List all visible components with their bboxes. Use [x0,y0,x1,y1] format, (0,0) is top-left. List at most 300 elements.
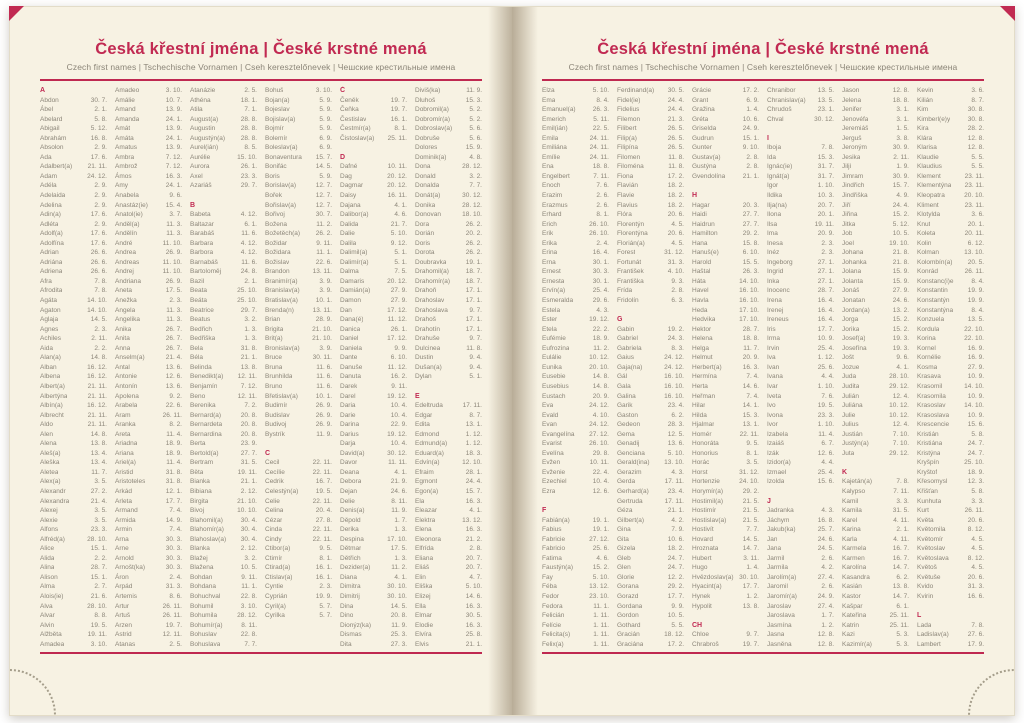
nameday-row [542,172,609,182]
nameday-row [340,96,407,106]
given-name: Jana [767,545,782,553]
nameday-date: 12. 6. [165,373,182,381]
nameday-date: 28. 2. [967,125,984,133]
nameday-row [115,86,182,96]
nameday-row [692,544,759,554]
nameday-date: 19. 7. [390,106,407,114]
nameday-date: 17. 7. [817,325,834,333]
spacer-row [692,611,759,621]
given-name: Jason [842,87,860,94]
nameday-row [617,582,684,592]
nameday-row [265,544,332,554]
given-name: Bojmír [265,125,284,133]
nameday-date: 14. 10. [739,277,759,285]
nameday-row [842,439,909,449]
nameday-date: 17. 6. [90,239,107,247]
nameday-date: 3. 7. [169,211,182,219]
nameday-row [917,181,984,191]
nameday-date: 30. 12. [387,449,407,457]
nameday-row [917,306,984,316]
nameday-date: 12. 1. [165,487,182,495]
nameday-date: 3. 10. [90,640,107,648]
nameday-row [415,497,482,507]
nameday-row [767,315,834,325]
given-name: Johanka [842,258,867,266]
given-name: Ctibor(a) [265,545,291,553]
given-name: Ámos [115,172,132,180]
nameday-date: 27. 9. [892,287,909,295]
nameday-date: 20. 12. [387,182,407,190]
given-name: Emílie [542,153,561,161]
nameday-date: 22. 11. [739,430,759,438]
given-name: Anatol(ie) [115,211,143,219]
nameday-row [415,124,482,134]
section-letter-row [340,153,407,163]
nameday-row [617,134,684,144]
nameday-row [917,353,984,363]
nameday-date: 16. 3. [465,497,482,505]
spacer-row [692,181,759,191]
nameday-date: 23. 4. [667,402,684,410]
given-name: Hjalmar [692,421,715,429]
given-name: Darius [340,430,359,438]
given-name: Konzuela [917,316,945,324]
given-name: Danuše [340,363,363,371]
nameday-row [415,86,482,96]
given-name: Donika [415,201,436,209]
nameday-date: 20. 8. [240,421,257,429]
nameday-date: 6. 2. [896,573,909,581]
nameday-row [542,487,609,497]
given-name: Irenej [767,306,784,314]
nameday-date: 24. 1. [165,115,182,123]
nameday-date: 13. 9. [165,144,182,152]
nameday-row [190,563,257,573]
nameday-row [917,334,984,344]
given-name: Aram [115,411,131,419]
header-rule [40,79,482,81]
nameday-date: 27. 12. [589,535,609,543]
nameday-row [692,516,759,526]
nameday-row [190,392,257,402]
given-name: Jitka [842,220,856,228]
given-name: Alban [40,363,57,371]
nameday-date: 7. 8. [896,478,909,486]
given-name: Bořivoj [265,211,285,219]
nameday-date: 25. 7. [817,526,834,534]
nameday-date: 10. 12. [589,354,609,362]
nameday-date: 23. 4. [667,487,684,495]
nameday-date: 18. 9. [592,335,609,343]
page-title: Česká křestní jména | České krstné mená [95,40,427,58]
given-name: Hana [692,239,708,247]
given-name: Drahoslav [415,297,445,305]
section-letter-row [265,449,332,459]
given-name: Antal [115,363,130,371]
nameday-date: 27. 4. [817,602,834,610]
given-name: Genadij [617,440,640,448]
nameday-date: 1. 11. [593,621,609,629]
spacer-row [917,602,984,612]
given-name: Gustav(a) [692,153,721,161]
nameday-date: 10. 5. [892,230,909,238]
nameday-date: 22. 11. [312,526,332,534]
nameday-row [542,191,609,201]
nameday-date: 13. 1. [742,421,759,429]
nameday-row [265,258,332,268]
nameday-row [265,86,332,96]
given-name: Chrabroš [692,640,719,648]
nameday-row [842,220,909,230]
nameday-row [340,525,407,535]
name-columns [542,86,984,650]
given-name: Areta [115,430,131,438]
nameday-row [40,134,107,144]
nameday-row [842,449,909,459]
nameday-date: 1. 11. [593,631,609,639]
given-name: Hostivít [692,526,714,534]
nameday-date: 16. 3. [465,621,482,629]
given-name: Kryšpín [917,459,940,467]
nameday-date: 5. 10. [592,573,609,581]
nameday-row [340,296,407,306]
given-name: Darina [340,421,360,429]
given-name: Klarisa [917,144,937,152]
given-name: Adolfína [40,239,64,247]
nameday-row [692,115,759,125]
nameday-date: 4. 12. [240,211,257,219]
nameday-row [617,191,684,201]
nameday-row [40,296,107,306]
nameday-date: 9. 5. [746,440,759,448]
given-name: Kurt [917,507,929,515]
nameday-row [542,382,609,392]
given-name: Eusebius [542,382,569,390]
given-name: Ela [415,497,425,505]
nameday-date: 7. 4. [169,507,182,515]
nameday-date: 22. 10. [964,325,984,333]
nameday-row [415,430,482,440]
nameday-date: 29. 12. [889,382,909,390]
nameday-row [917,372,984,382]
nameday-date: 2. 9. [94,201,107,209]
nameday-row [40,353,107,363]
nameday-date: 2. 3. [94,325,107,333]
given-name: Eufémie [542,335,566,343]
nameday-date: 15. 3. [465,96,482,104]
given-name: Dětmar [340,545,362,553]
given-name: Křišťan [917,487,938,495]
nameday-row [40,363,107,373]
nameday-row [265,353,332,363]
given-name: Borislav(a) [265,182,297,190]
nameday-row [40,516,107,526]
given-name: Julius [842,421,859,429]
nameday-date: 16. 4. [817,297,834,305]
nameday-row [340,449,407,459]
given-name: Astrid [115,631,132,639]
nameday-row [692,458,759,468]
nameday-date: 28. 8. [240,134,257,142]
given-name: Kleopatra [917,192,945,200]
nameday-row [415,220,482,230]
nameday-row [842,86,909,96]
nameday-date: 3. 10. [240,602,257,610]
given-name: Bojeslav [265,106,290,114]
nameday-date: 5. 3. [896,640,909,648]
nameday-date: 12. 11. [162,631,182,639]
given-name: Křesomysl [917,478,948,486]
given-name: Adriána [40,258,63,266]
given-name: Krasava [917,373,941,381]
given-name: František [617,268,644,276]
given-name: Felicita(s) [542,631,571,639]
given-name: Celina [265,507,284,515]
nameday-row [842,554,909,564]
nameday-date: 31. 8. [165,478,182,486]
nameday-row [842,602,909,612]
given-name: Brunhilda [265,373,293,381]
given-name: Forest [617,249,636,257]
nameday-row [415,267,482,277]
nameday-date: 3. 1. [896,106,909,114]
nameday-date: 11. 1. [593,602,609,610]
given-name: Béla [190,354,204,362]
nameday-date: 22. 8. [240,631,257,639]
nameday-row [692,172,759,182]
nameday-date: 18. 2. [667,545,684,553]
given-name: Květoslav [917,545,946,553]
given-name: Josef(a) [842,335,866,343]
nameday-date: 2. 3. [821,239,834,247]
given-name: Boleslav(a) [265,144,298,152]
given-name: Estela [542,306,561,314]
nameday-date: 22. 10. [964,335,984,343]
given-name: Kašpar [842,602,863,610]
nameday-row [692,143,759,153]
nameday-row [767,535,834,545]
nameday-date: 18. 7. [465,268,482,276]
nameday-row [917,411,984,421]
nameday-date: 4. 6. [596,554,609,562]
nameday-row [767,220,834,230]
nameday-row [340,315,407,325]
nameday-row [265,325,332,335]
given-name: Jaroslav [767,602,792,610]
nameday-date: 21. 8. [892,258,909,266]
given-name: Iva [767,354,776,362]
nameday-row [842,497,909,507]
nameday-date: 10. 4. [390,440,407,448]
nameday-row [40,525,107,535]
nameday-date: 2. 12. [240,545,257,553]
nameday-row [415,487,482,497]
nameday-row [917,277,984,287]
nameday-row [115,363,182,373]
given-name: Fortunát [617,258,642,266]
nameday-date: 21. 5. [742,507,759,515]
nameday-row [917,582,984,592]
nameday-row [265,162,332,172]
given-name: Juliána [842,402,863,410]
nameday-row [917,286,984,296]
nameday-row [692,449,759,459]
given-name: Jaromír(a) [767,592,797,600]
given-name: Herbert(a) [692,363,722,371]
nameday-row [265,573,332,583]
nameday-row [617,210,684,220]
given-name: August(a) [190,115,219,123]
nameday-row [617,372,684,382]
given-name: Edgar [415,411,433,419]
nameday-date: 8. 12. [967,526,984,534]
nameday-date: 7. 6. [821,392,834,400]
section-letter-row [767,497,834,507]
given-name: Florentýn [617,220,645,228]
nameday-row [767,325,834,335]
given-name: Hynek [692,592,711,600]
given-name: Egon(a) [415,487,439,495]
nameday-date: 12. 8. [967,134,984,142]
nameday-row [617,573,684,583]
name-column [265,86,332,650]
nameday-date: 12. 8. [967,144,984,152]
nameday-date: 20. 5. [967,258,984,266]
given-name: Kliment [917,201,939,209]
given-name: Juta [842,449,855,457]
given-name: Aida [40,344,54,352]
nameday-row [617,506,684,516]
given-name: Dobroslav(a) [415,125,453,133]
given-name: Erazmus [542,201,568,209]
nameday-row [842,325,909,335]
nameday-row [265,468,332,478]
nameday-row [617,153,684,163]
nameday-date: 15. 5. [742,258,759,266]
given-name: Gabriela [617,344,642,352]
given-name: Apolena [115,392,139,400]
given-name: Jaroslava [767,612,795,620]
nameday-date: 13. 2. [892,306,909,314]
nameday-row [917,96,984,106]
nameday-date: 11. 8. [466,344,482,352]
nameday-row [40,153,107,163]
nameday-date: 17. 1. [465,316,482,324]
given-name: Kajetán(a) [842,478,872,486]
nameday-date: 5. 9. [319,96,332,104]
nameday-date: 17. 1. [465,325,482,333]
nameday-date: 20. 7. [465,554,482,562]
given-name: Albertýna [40,392,68,400]
nameday-date: 2. 4. [169,573,182,581]
nameday-date: 11. 9. [316,430,332,438]
nameday-date: 1. 3. [244,335,257,343]
nameday-date: 24. 1. [165,134,182,142]
nameday-row [340,172,407,182]
given-name: Konstanc(i)e [917,277,954,285]
nameday-date: 4. 12. [240,239,257,247]
nameday-row [542,315,609,325]
given-name: Jasněna [767,640,792,648]
nameday-date: 3. 5. [94,516,107,524]
given-name: Drahoš [415,316,436,324]
nameday-date: 26. 7. [165,335,182,343]
given-name: Kolombín(a) [917,258,953,266]
nameday-row [917,210,984,220]
nameday-date: 21. 7. [390,220,407,228]
given-name: Klaudie [917,153,939,161]
given-name: Dejan [340,487,357,495]
nameday-date: 24. 11. [589,153,609,161]
nameday-row [340,458,407,468]
name-column [917,86,984,650]
given-name: Helga [692,344,709,352]
nameday-date: 10. 9. [967,392,984,400]
given-name: Čestmír(a) [340,125,371,133]
nameday-date: 19. 2. [667,325,684,333]
given-name: Ivo [767,402,776,410]
given-name: Barbora [190,249,214,257]
nameday-row [917,162,984,172]
nameday-date: 2. 11. [893,153,909,161]
given-name: Jelena [842,96,862,104]
nameday-date: 24. 6. [390,487,407,495]
given-name: Bohdana [190,583,217,591]
nameday-date: 22. 11. [312,468,332,476]
nameday-row [115,229,182,239]
nameday-row [617,258,684,268]
given-name: Gustýna [692,163,717,171]
nameday-date: 25. 4. [817,468,834,476]
nameday-date: 11. 2. [391,564,407,572]
nameday-row [340,573,407,583]
nameday-row [767,239,834,249]
nameday-row [542,258,609,268]
given-name: Filibert [617,125,637,133]
nameday-date: 24. 7. [967,449,984,457]
given-name: Konstantýn [917,297,950,305]
given-name: Gaston [617,411,638,419]
nameday-row [415,582,482,592]
page-subtitle: Czech first names | Tschechische Vornamen | Cseh keresztelőnevek | Чешские крестильные имена [66,62,456,72]
nameday-date: 24. 6. [817,535,834,543]
nameday-row [415,449,482,459]
given-name: Faustýn(a) [542,564,574,572]
given-name: Jakub(ka) [767,526,796,534]
given-name: Albert(a) [40,382,65,390]
section-letter-row [767,134,834,144]
nameday-date: 18. 2. [667,182,684,190]
nameday-row [40,573,107,583]
nameday-date: 21. 6. [90,592,107,600]
nameday-date: 21. 11. [87,392,107,400]
nameday-row [265,602,332,612]
given-name: Gerhard(a) [617,487,649,495]
given-name: Kvido [917,583,934,591]
given-name: Bohdan [190,573,213,581]
given-name: Krasomil [917,382,943,390]
nameday-date: 30. 4. [240,516,257,524]
nameday-date: 19. 11. [814,220,834,228]
given-name: Anita [115,335,130,343]
nameday-date: 13. 8. [90,440,107,448]
nameday-date: 14. 8. [90,354,107,362]
nameday-date: 27. 7. [742,220,759,228]
given-name: Květoslava [917,554,949,562]
nameday-row [340,344,407,354]
nameday-row [265,181,332,191]
nameday-date: 8. 2. [169,421,182,429]
